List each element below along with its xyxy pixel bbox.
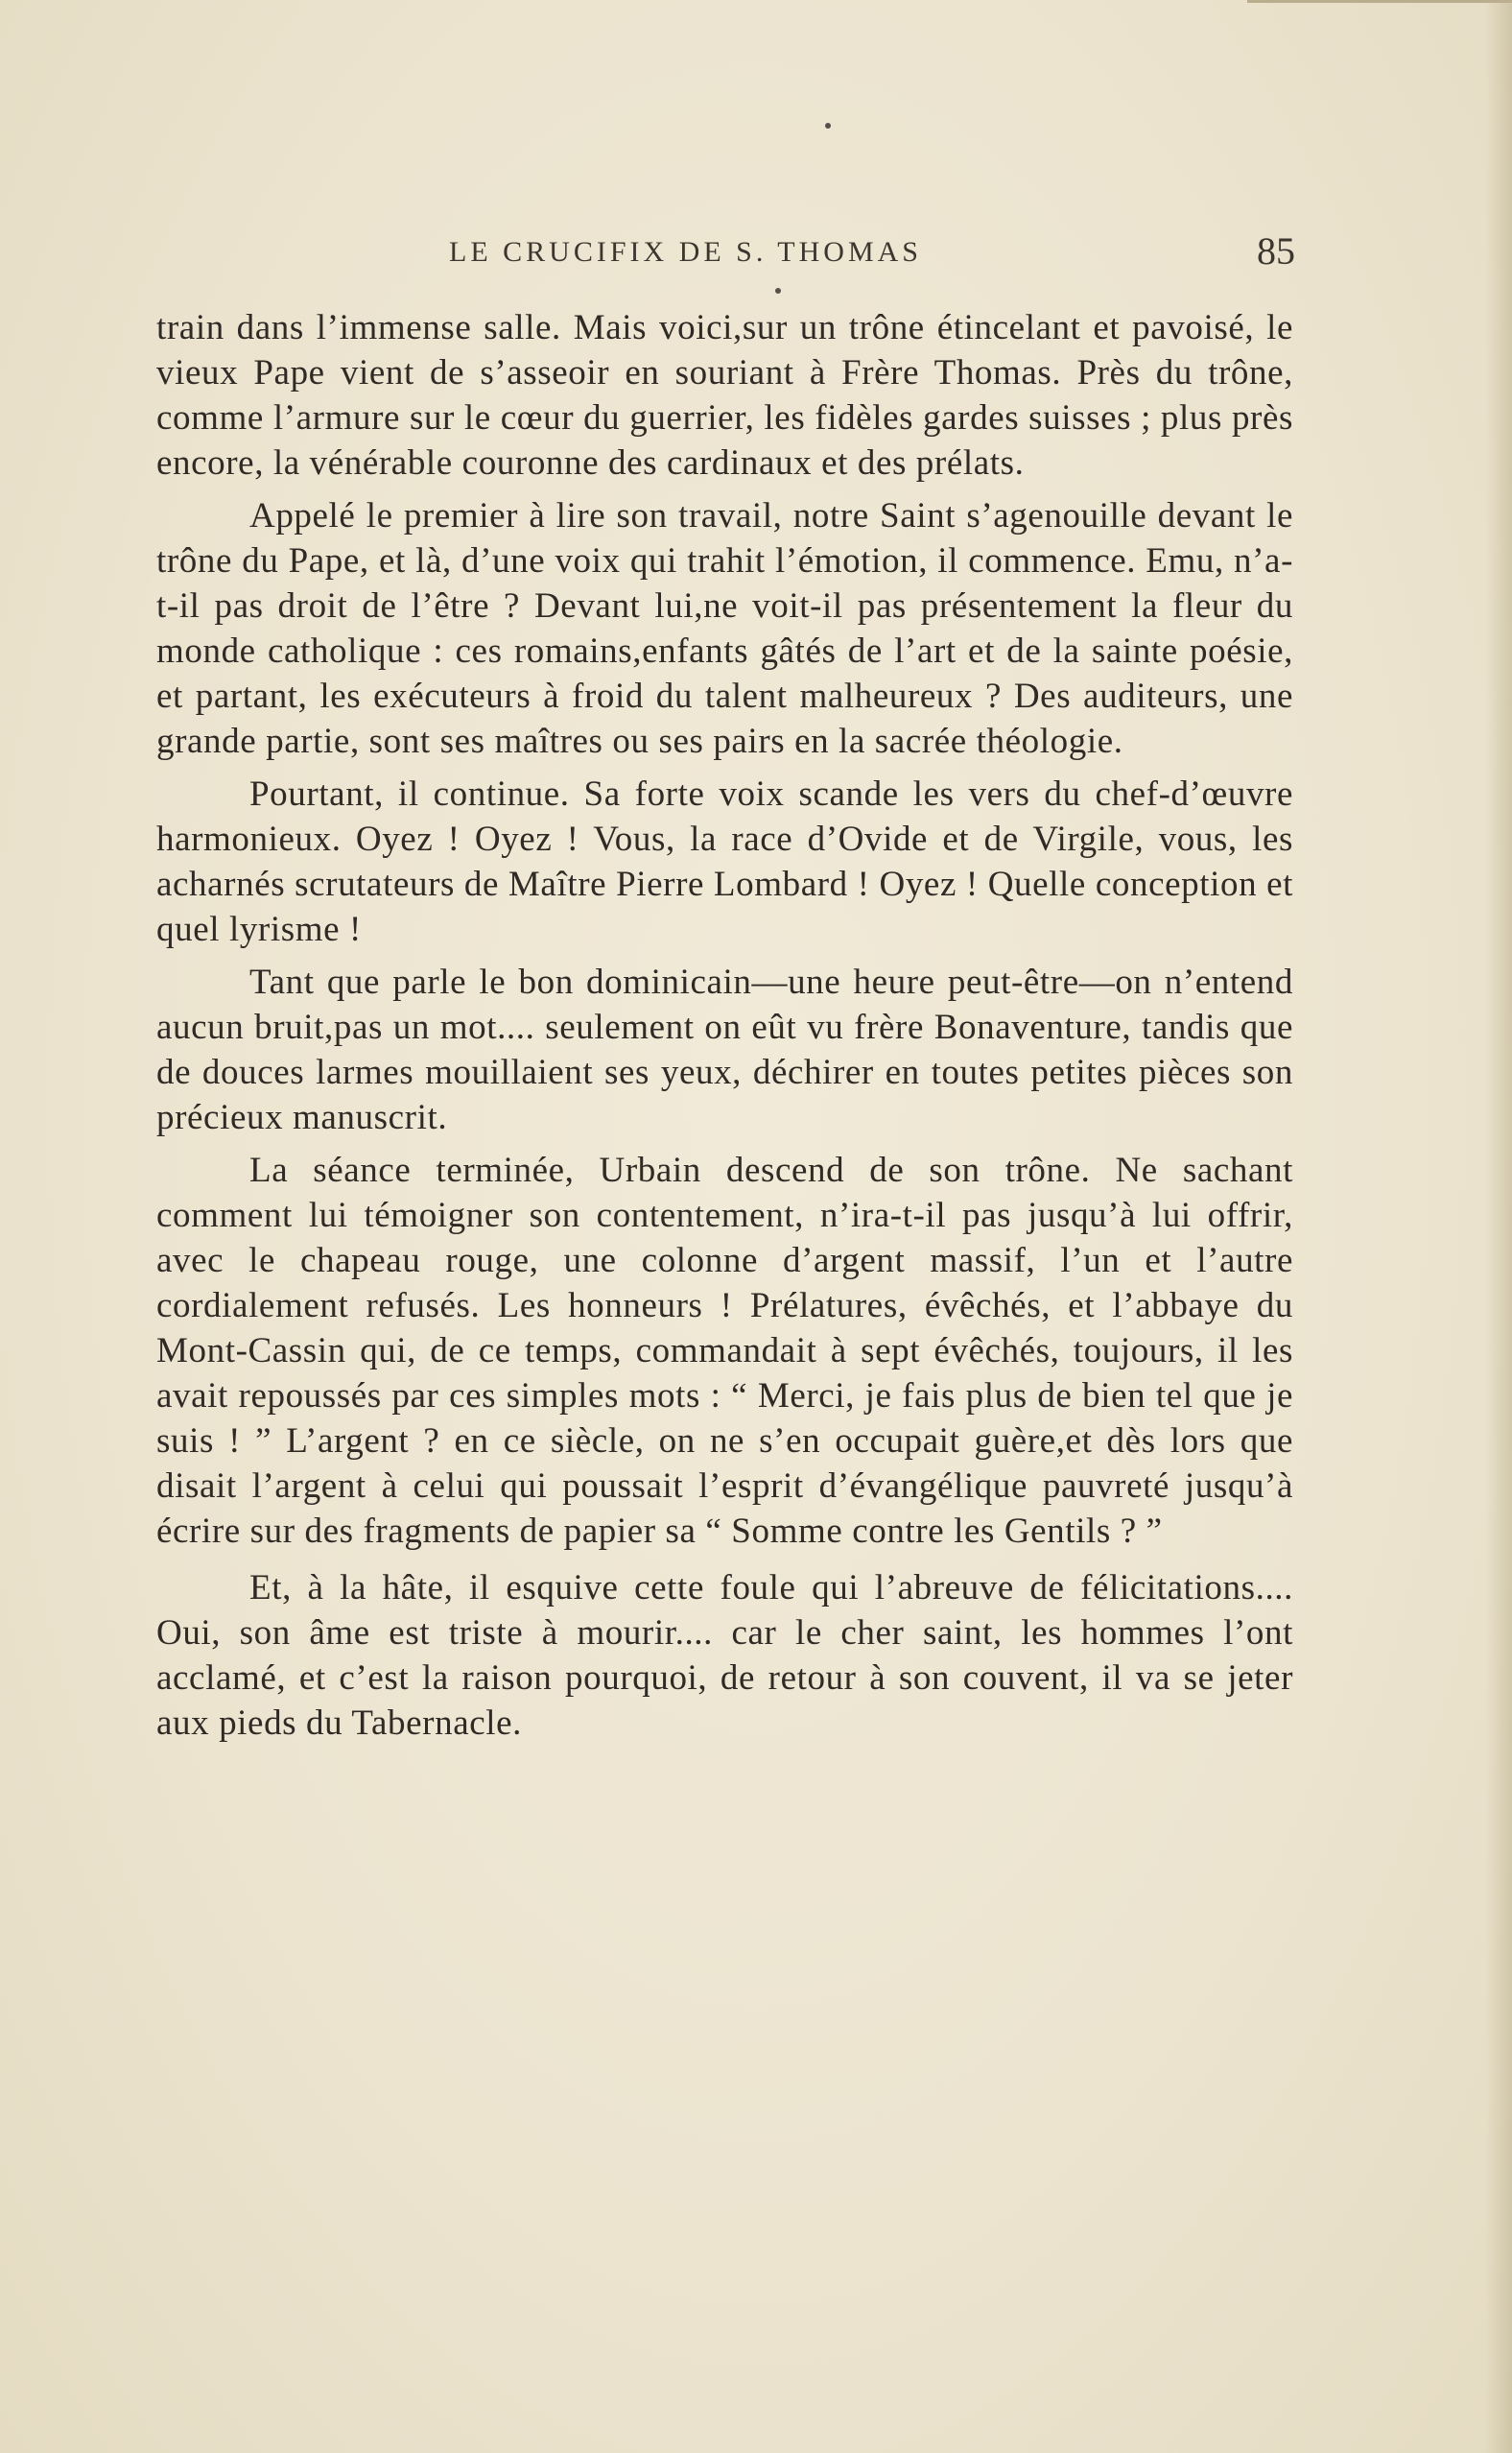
ink-speck	[775, 288, 781, 294]
paragraph: train dans l’immense salle. Mais voici,sur un trône étincelant et pavoisé, le vieux Pape vient de s’asseoir en souriant à Frère Thomas. Près du trône, comme l’armure sur le cœur du guerrier, les fidèles gardes suisses ; plus près encore, la vénérable couronne des cardinaux et des prélats.	[156, 308, 1293, 483]
page-edge-line	[1247, 0, 1512, 3]
running-title: LE CRUCIFIX DE S. THOMAS	[449, 236, 922, 268]
running-header	[154, 228, 1295, 276]
paragraph: La séance terminée, Urbain descend de son trône. Ne sachant comment lui témoigner son contentement, n’ira-t-il pas jusqu’à lui offrir, avec le chapeau rouge, une colonne d’argent massif, l’un et l’autre cordialement refusés. Les honneurs ! Prélatures, évêchés, et l’abbaye du Mont-Cassin qui, de ce temps, commandait à sept évêchés, toujours, il les avait repoussés par ces simples mots : “ Merci, je fais plus de bien tel que je suis ! ” L’argent ? en ce siècle, on ne s’en occupait guère,et dès lors que disait l’argent à celui qui poussait l’esprit d’évangélique pauvreté jusqu’à écrire sur des fragments de papier sa “ Somme contre les Gentils ? ”	[156, 1151, 1293, 1551]
body-text	[156, 305, 1293, 1746]
paragraph: Et, à la hâte, il esquive cette foule qui l’abreuve de félicitations.... Oui, son âme est triste à mourir.... car le cher saint, les hommes l’ont acclamé, et c’est la raison pourquoi, de retour à son couvent, il va se jeter aux pieds du Tabernacle.	[156, 1568, 1293, 1743]
ink-speck	[825, 123, 831, 129]
paragraph: Tant que parle le bon dominicain—une heure peut-être—on n’entend aucun bruit,pas un mot.... seulement on eût vu frère Bonaventure, tandis que de douces larmes mouillaient ses yeux, déchirer en toutes petites pièces son précieux manuscrit.	[156, 963, 1293, 1137]
paragraph: Pourtant, il continue. Sa forte voix scande les vers du chef-d’œuvre harmonieux. Oyez ! Oyez ! Vous, la race d’Ovide et de Virgile, vous, les acharnés scrutateurs de Maître Pierre Lombard ! Oyez ! Quelle conception et quel lyrisme !	[156, 774, 1293, 949]
paragraph: Appelé le premier à lire son travail, notre Saint s’agenouille devant le trône du Pape, et là, d’une voix qui trahit l’émotion, il commence. Emu, n’a-t-il pas droit de l’être ? Devant lui,ne voit-il pas présentement la fleur du monde catholique : ces romains,enfants gâtés de l’art et de la sainte poésie, et partant, les exécuteurs à froid du talent malheureux ? Des auditeurs, une grande partie, sont ses maîtres ou ses pairs en la sacrée théologie.	[156, 496, 1293, 761]
page-number: 85	[1257, 229, 1295, 273]
page-gutter-shadow	[1485, 0, 1512, 2453]
